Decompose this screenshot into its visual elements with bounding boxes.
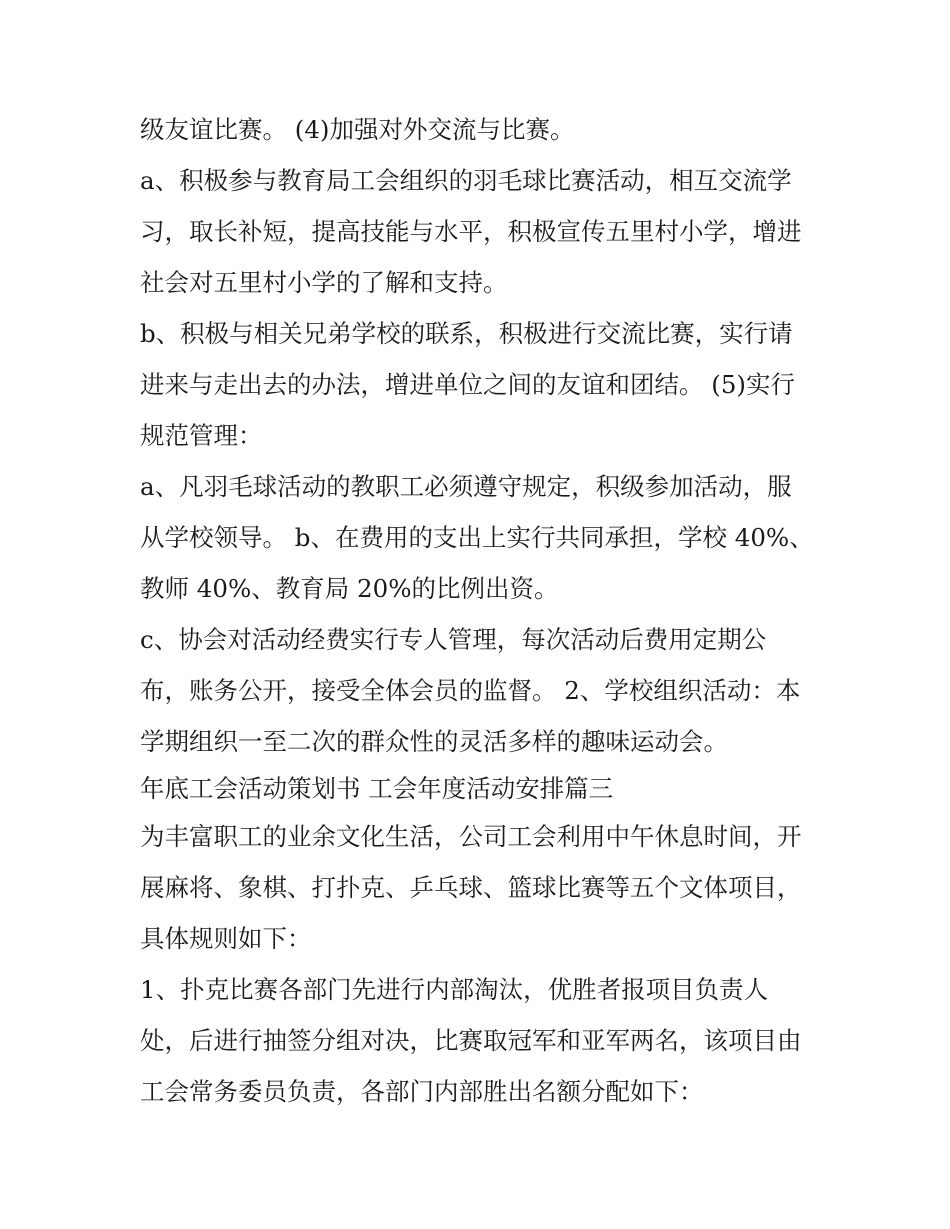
text-line: 社会对五里村小学的了解和支持。 xyxy=(140,268,508,297)
text-line: a、积极参与教育局工会组织的羽毛球比赛活动，相互交流学 xyxy=(140,166,792,195)
text-line: 为丰富职工的业余文化生活，公司工会利用中午休息时间，开 xyxy=(140,822,802,851)
document-body xyxy=(140,104,830,1117)
text-line: a、凡羽毛球活动的教职工必须遵守规定，积级参加活动，服 xyxy=(140,472,792,501)
text-line: 布，账务公开，接受全体会员的监督。 2、学校组织活动：本 xyxy=(140,676,801,705)
text-line: 具体规则如下： xyxy=(140,924,312,953)
text-line: 学期组织一至二次的群众性的灵活多样的趣味运动会。 xyxy=(140,727,728,756)
text-line: 处，后进行抽签分组对决，比赛取冠军和亚军两名，该项目由 xyxy=(140,1026,802,1055)
text-line: 规范管理： xyxy=(140,421,263,450)
text-line: b、积极与相关兄弟学校的联系，积极进行交流比赛，实行请 xyxy=(140,319,793,348)
text-line: 级友谊比赛。 (4)加强对外交流与比赛。 xyxy=(140,115,575,144)
text-line: 从学校领导。 b、在费用的支出上实行共同承担，学校 40%、 xyxy=(140,523,814,552)
text-line: c、协会对活动经费实行专人管理，每次活动后费用定期公 xyxy=(140,625,767,654)
text-line: 工会常务委员负责，各部门内部胜出名额分配如下： xyxy=(140,1077,704,1106)
text-line: 1、扑克比赛各部门先进行内部淘汰，优胜者报项目负责人 xyxy=(140,975,769,1004)
text-line: 教师 40%、教育局 20%的比例出资。 xyxy=(140,574,559,603)
section-heading: 年底工会活动策划书 工会年度活动安排篇三 xyxy=(140,774,614,803)
text-line: 展麻将、象棋、打扑克、乒乓球、篮球比赛等五个文体项目， xyxy=(140,873,802,902)
text-line: 进来与走出去的办法，增进单位之间的友谊和团结。 (5)实行 xyxy=(140,370,795,399)
text-line: 习，取长补短，提高技能与水平，积极宣传五里村小学，增进 xyxy=(140,217,802,246)
